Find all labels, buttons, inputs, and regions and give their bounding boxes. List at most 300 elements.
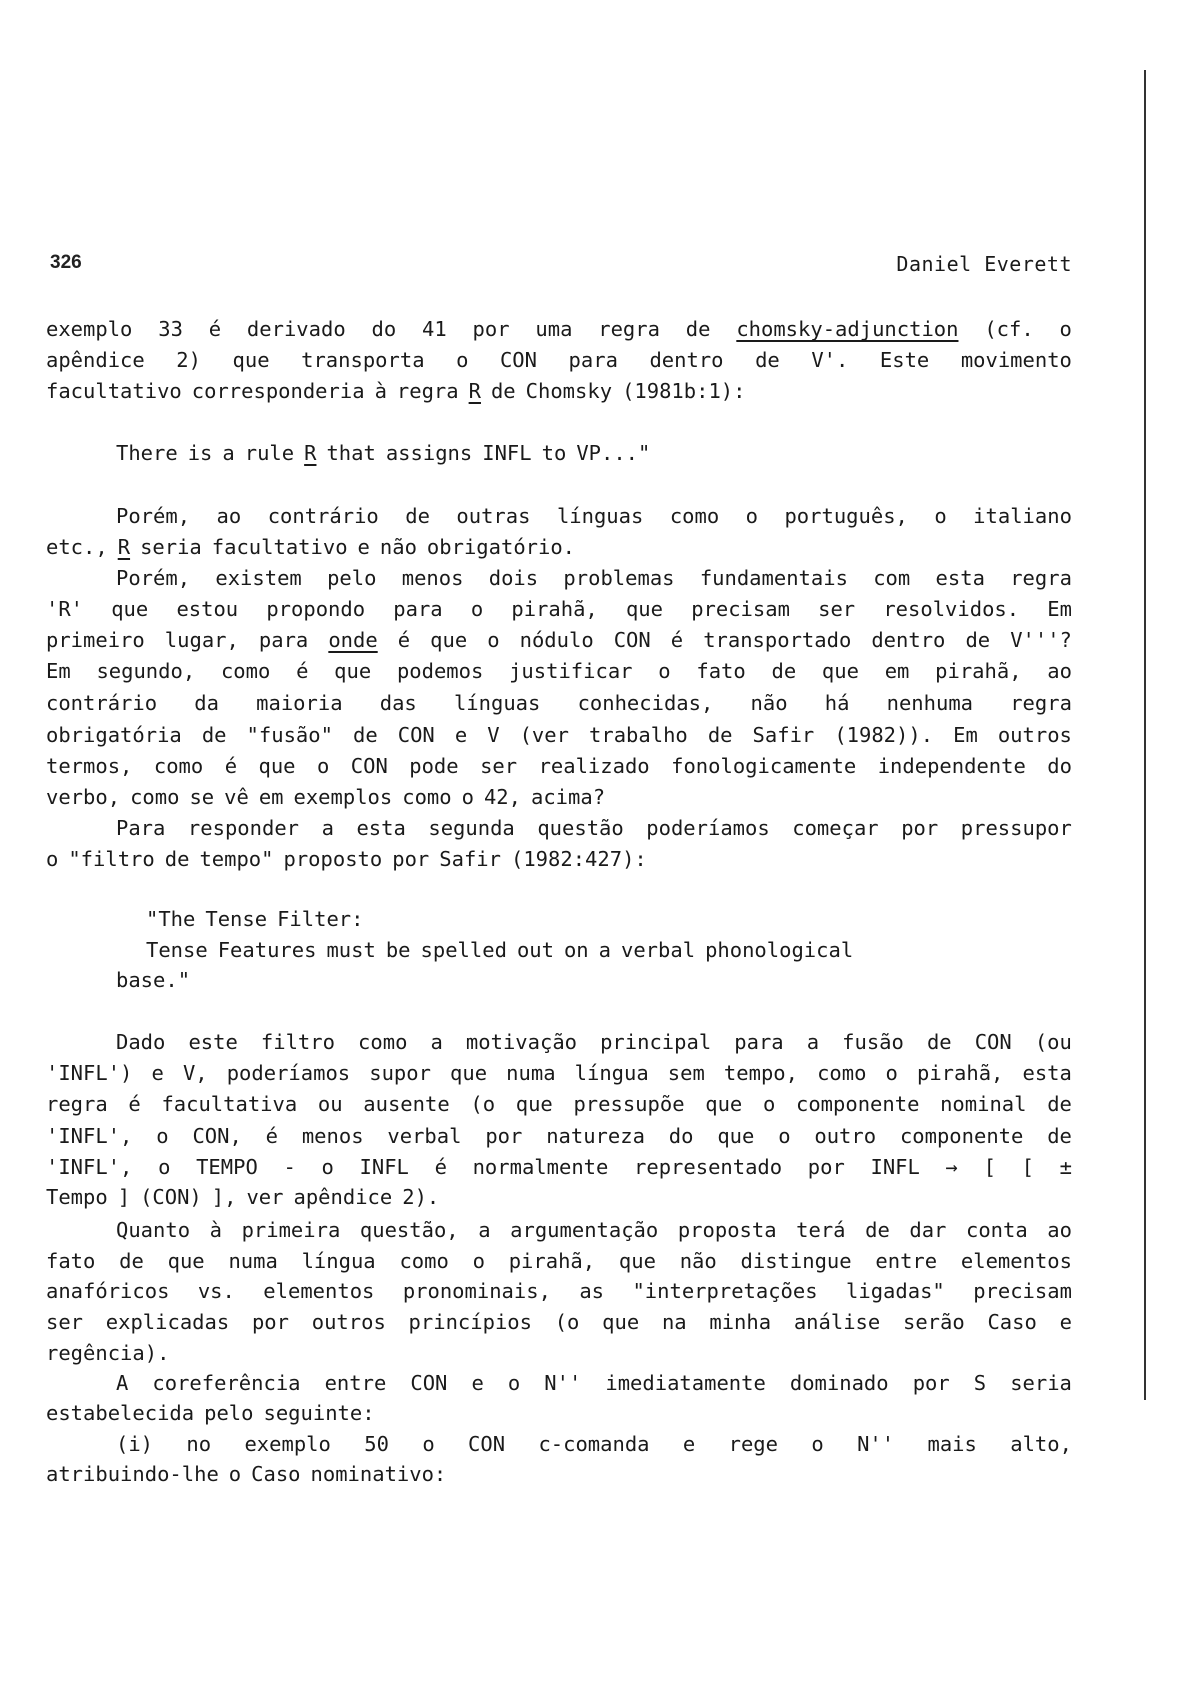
text-line	[116, 502, 1072, 530]
word: por	[485, 1124, 523, 1148]
word: fonologicamente	[671, 754, 857, 778]
word: por	[912, 1371, 950, 1395]
word: verbal	[621, 938, 696, 962]
text-line	[46, 752, 1072, 780]
word: base."	[116, 968, 191, 992]
word: em	[258, 785, 284, 809]
word: questão	[537, 816, 624, 840]
word: o	[745, 504, 758, 528]
word: o	[934, 504, 947, 528]
word: pirahã,	[508, 1249, 596, 1273]
word: para	[258, 628, 309, 652]
word: 41	[422, 317, 447, 341]
word: como	[153, 754, 204, 778]
word: 'R'	[46, 597, 84, 621]
word: dominado	[789, 1371, 889, 1395]
word: estou	[176, 597, 239, 621]
word: anafóricos	[46, 1279, 170, 1303]
word: CON,	[192, 1124, 242, 1148]
word: alto,	[1010, 1432, 1072, 1456]
word: do	[668, 1124, 694, 1148]
word: Filter:	[277, 907, 364, 931]
word: como	[399, 1249, 449, 1273]
text-line	[46, 657, 1072, 685]
word: do	[1047, 754, 1072, 778]
word: as	[579, 1279, 605, 1303]
word: transportado	[703, 628, 852, 652]
word: o	[487, 628, 500, 652]
word: por	[251, 1310, 289, 1334]
word: pirahã,	[935, 659, 1022, 683]
word: como	[669, 504, 720, 528]
word: de	[771, 659, 797, 683]
word: elementos	[263, 1279, 375, 1303]
word: à	[209, 1218, 222, 1242]
word: poderíamos	[226, 1061, 351, 1085]
word: Tempo	[46, 1185, 108, 1209]
word: TEMPO	[196, 1155, 258, 1179]
word: o	[778, 1124, 791, 1148]
text-line	[116, 966, 200, 994]
word: exemplo	[244, 1432, 331, 1456]
word: CON	[397, 723, 435, 747]
word: principal	[600, 1030, 712, 1054]
word: podemos	[396, 659, 484, 683]
word: elementos	[960, 1249, 1072, 1273]
word: este	[188, 1030, 238, 1054]
word: Em	[953, 723, 978, 747]
word: that	[326, 441, 376, 465]
word: que	[258, 754, 296, 778]
word: de	[201, 723, 227, 747]
word: língua	[301, 1249, 376, 1273]
word: Tense	[146, 938, 208, 962]
word: há	[824, 691, 850, 715]
word: componente	[899, 1124, 1024, 1148]
word: a	[222, 441, 235, 465]
word: supor	[369, 1061, 431, 1085]
word: questão,	[359, 1218, 459, 1242]
word: por	[901, 816, 939, 840]
underlined-term: chomsky-adjunction	[736, 317, 959, 341]
word: que	[430, 628, 468, 652]
word: responder	[187, 816, 300, 840]
word: numa	[506, 1061, 556, 1085]
word: regra	[598, 317, 660, 341]
word: existem	[215, 566, 302, 590]
word: análise	[793, 1310, 881, 1334]
word: CON	[350, 754, 388, 778]
word: (ou	[1034, 1030, 1072, 1054]
word: fato	[46, 1249, 96, 1273]
word: como	[358, 1030, 408, 1054]
word: é	[208, 317, 222, 341]
text-line	[116, 1430, 1072, 1458]
word: 50	[364, 1432, 389, 1456]
word: o	[461, 785, 474, 809]
word: ao	[216, 504, 242, 528]
word: Em	[46, 659, 71, 683]
word: ao	[1047, 1218, 1072, 1242]
word: o	[885, 1061, 898, 1085]
word: o	[658, 659, 671, 683]
text-line	[46, 1308, 1072, 1336]
word: on	[563, 938, 589, 962]
text-line	[116, 1028, 1072, 1056]
page-number: 326	[50, 252, 82, 273]
word: línguas	[453, 691, 541, 715]
word: "interpretações	[632, 1279, 818, 1303]
word: CON	[974, 1030, 1012, 1054]
word: (1982:427):	[511, 847, 647, 871]
word: trabalho	[589, 723, 688, 747]
word: das	[379, 691, 417, 715]
word: de	[405, 504, 430, 528]
word: o	[470, 597, 484, 621]
word: termos,	[46, 754, 133, 778]
word: (o	[554, 1310, 580, 1334]
word: o	[507, 1371, 521, 1395]
word: numa	[228, 1249, 278, 1273]
word: da	[194, 691, 219, 715]
word: pirahã,	[916, 1061, 1004, 1085]
text-line	[146, 936, 863, 964]
text-line	[46, 595, 1072, 623]
word: be	[385, 938, 411, 962]
word: a	[598, 938, 611, 962]
word: a	[806, 1030, 820, 1054]
word: o	[472, 1249, 485, 1273]
word: seria	[140, 535, 202, 559]
word: phonological	[705, 938, 854, 962]
word: maioria	[256, 691, 343, 715]
text-line	[46, 626, 1072, 654]
word: imediatamente	[605, 1371, 766, 1395]
word: vê	[224, 785, 249, 809]
word: à	[374, 379, 387, 403]
text-line	[46, 315, 1072, 343]
word: Features	[217, 938, 317, 962]
word: e	[454, 723, 468, 747]
word: começar	[792, 816, 879, 840]
text-line	[46, 1059, 1072, 1087]
word: segundo,	[96, 659, 196, 683]
word: INFL	[359, 1155, 409, 1179]
word: rule	[244, 441, 295, 465]
word: (ver	[519, 723, 569, 747]
word: como	[130, 785, 180, 809]
word: italiano	[973, 504, 1072, 528]
word: ±	[1059, 1155, 1072, 1179]
word: explicadas	[105, 1310, 230, 1334]
word: facultativo	[46, 379, 182, 403]
word: CON	[499, 348, 537, 372]
word: por	[392, 847, 430, 871]
word: 2).	[402, 1185, 440, 1209]
word: coreferência	[152, 1371, 301, 1395]
word: dentro	[871, 628, 946, 652]
word: derivado	[246, 317, 346, 341]
word: de	[685, 317, 711, 341]
word: contrário	[267, 504, 379, 528]
word: 2)	[176, 348, 201, 372]
text-line	[46, 1339, 1072, 1367]
word: to	[541, 441, 567, 465]
word: tempo"	[199, 847, 274, 871]
word: vs.	[197, 1279, 235, 1303]
word: 'INFL',	[46, 1155, 133, 1179]
word: pelo	[204, 1401, 254, 1425]
word: realizado	[538, 754, 650, 778]
word: de	[164, 847, 190, 871]
word: normalmente	[472, 1155, 609, 1179]
word: estabelecida	[46, 1401, 195, 1425]
word: que	[111, 597, 149, 621]
word: para	[568, 348, 618, 372]
word: pelo	[327, 566, 377, 590]
word: proposto	[283, 847, 383, 871]
text-line	[46, 1247, 1072, 1275]
word: regra	[396, 379, 459, 403]
word: de	[1047, 1124, 1072, 1148]
word: facultativo	[211, 535, 348, 559]
underlined-term: R	[304, 441, 317, 465]
word: como	[817, 1061, 867, 1085]
word: fato	[696, 659, 746, 683]
word: Caso	[251, 1462, 301, 1486]
word: se	[189, 785, 215, 809]
word: lugar,	[164, 628, 239, 652]
word: de	[755, 348, 780, 372]
word: natureza	[546, 1124, 645, 1148]
word: nominativo:	[310, 1462, 447, 1486]
word: outros	[311, 1310, 386, 1334]
word: Safir	[439, 847, 501, 871]
word: ],	[211, 1185, 237, 1209]
word: ser	[480, 754, 518, 778]
word: ausente	[363, 1092, 450, 1116]
word: sem	[667, 1061, 705, 1085]
word: é	[670, 628, 684, 652]
word: CON	[468, 1432, 506, 1456]
word: INFL	[482, 441, 532, 465]
word: A	[116, 1371, 129, 1395]
word: (1982)).	[834, 723, 934, 747]
word: entre	[324, 1371, 387, 1395]
word: pressupõe	[573, 1092, 685, 1116]
word: Quanto	[116, 1218, 191, 1242]
word: Este	[879, 348, 930, 372]
word: (i)	[116, 1432, 154, 1456]
word: pirahã,	[511, 597, 598, 621]
word: Em	[1047, 597, 1072, 621]
word: exemplo	[46, 317, 133, 341]
text-line	[46, 377, 1072, 405]
text-line	[46, 1460, 1072, 1488]
word: "filtro	[68, 847, 155, 871]
word: precisam	[691, 597, 790, 621]
text-line	[46, 1183, 1072, 1211]
word: o	[228, 1462, 242, 1486]
word: outro	[814, 1124, 877, 1148]
word: ser	[46, 1310, 84, 1334]
word: o	[422, 1432, 435, 1456]
word: minha	[709, 1310, 772, 1334]
word: (o	[470, 1092, 496, 1116]
word: e	[682, 1432, 696, 1456]
word: "fusão"	[246, 723, 333, 747]
word: V,	[182, 1061, 208, 1085]
word: N''	[857, 1432, 895, 1456]
word: There	[116, 441, 178, 465]
word: o	[1059, 317, 1072, 341]
word: pressupor	[960, 816, 1072, 840]
word: is	[187, 441, 213, 465]
word: a	[478, 1218, 491, 1242]
word: transporta	[301, 348, 425, 372]
word: entre	[875, 1249, 938, 1273]
text-line	[116, 564, 1072, 592]
text-line	[46, 689, 1072, 717]
word: por	[472, 317, 510, 341]
word: S	[973, 1371, 987, 1395]
word: que	[334, 659, 372, 683]
word: contrário	[46, 691, 158, 715]
underlined-term: onde	[328, 628, 378, 652]
word: como	[402, 785, 452, 809]
text-line	[46, 1153, 1072, 1181]
text-line	[46, 1122, 1072, 1150]
word: V	[487, 723, 500, 747]
word: tempo,	[723, 1061, 798, 1085]
word: obrigatória	[46, 723, 182, 747]
word: movimento	[960, 348, 1072, 372]
word: com	[873, 566, 911, 590]
word: a	[321, 816, 334, 840]
word: de	[119, 1249, 144, 1273]
text-line	[116, 1369, 1072, 1397]
word: nominal	[940, 1092, 1027, 1116]
word: de	[926, 1030, 952, 1054]
text-line	[46, 1090, 1072, 1118]
word: outras	[456, 504, 531, 528]
word: fundamentais	[699, 566, 848, 590]
word: que	[705, 1092, 743, 1116]
text-line	[46, 533, 1072, 561]
word: (1981b:1):	[622, 379, 746, 403]
word: rege	[728, 1432, 778, 1456]
word: Chomsky	[525, 379, 613, 403]
word: representado	[634, 1155, 783, 1179]
word: independente	[877, 754, 1026, 778]
word: de	[353, 723, 378, 747]
word: o	[321, 1155, 334, 1179]
word: o	[158, 1155, 171, 1179]
word: princípios	[408, 1310, 532, 1334]
word: nódulo	[519, 628, 594, 652]
word: distingue	[740, 1249, 852, 1273]
word: não	[750, 691, 788, 715]
word: que	[232, 348, 270, 372]
word: é	[224, 754, 238, 778]
word: regra	[1010, 691, 1072, 715]
word: de	[707, 723, 733, 747]
word: (CON)	[140, 1185, 202, 1209]
word: Safir	[752, 723, 815, 747]
word: português,	[784, 504, 908, 528]
word: o	[762, 1092, 776, 1116]
word: o	[316, 754, 330, 778]
word: serão	[903, 1310, 965, 1334]
word: que	[625, 597, 663, 621]
word: pode	[409, 754, 459, 778]
word: línguas	[556, 504, 644, 528]
word: (cf.	[984, 317, 1034, 341]
word: de	[965, 628, 991, 652]
word: INFL	[870, 1155, 920, 1179]
word: CON	[410, 1371, 448, 1395]
word: de	[1047, 1092, 1072, 1116]
word: justificar	[509, 659, 633, 683]
margin-rule	[1144, 70, 1146, 1400]
word: menos	[301, 1124, 364, 1148]
word: não	[679, 1249, 717, 1273]
word: dentro	[649, 348, 724, 372]
word: é	[296, 659, 309, 683]
text-line	[46, 845, 1072, 873]
word: e	[357, 535, 370, 559]
word: como	[220, 659, 271, 683]
word: -	[283, 1155, 296, 1179]
word: regra	[1010, 566, 1072, 590]
word: ]	[117, 1185, 131, 1209]
word: língua	[574, 1061, 649, 1085]
word: que	[450, 1061, 488, 1085]
word: é	[265, 1124, 278, 1148]
word: seguinte:	[263, 1401, 375, 1425]
word: conta	[965, 1218, 1028, 1242]
word: obrigatório.	[426, 535, 576, 559]
word: problemas	[563, 566, 675, 590]
word: seria	[1010, 1371, 1072, 1395]
word: argumentação	[510, 1218, 659, 1242]
underlined-term: R	[117, 535, 131, 559]
word: esta	[1022, 1061, 1072, 1085]
word: segunda	[428, 816, 515, 840]
word: Para	[116, 816, 166, 840]
word: que	[515, 1092, 553, 1116]
word: de	[865, 1218, 890, 1242]
word: 33	[158, 317, 183, 341]
word: facultativa	[161, 1092, 298, 1116]
word: outros	[997, 723, 1072, 747]
word: spelled	[420, 938, 507, 962]
word: apêndice	[293, 1185, 393, 1209]
word: propondo	[266, 597, 366, 621]
text-line	[46, 1399, 1072, 1427]
word: etc.,	[46, 535, 108, 559]
word: que	[167, 1249, 205, 1273]
word: e	[151, 1061, 164, 1085]
word: fusão	[842, 1030, 904, 1054]
word: do	[371, 317, 397, 341]
word: "The	[146, 907, 196, 931]
word: para	[734, 1030, 784, 1054]
word: filtro	[260, 1030, 335, 1054]
word: o	[156, 1124, 169, 1148]
running-head: Daniel Everett	[896, 252, 1072, 276]
word: acima?	[531, 785, 606, 809]
